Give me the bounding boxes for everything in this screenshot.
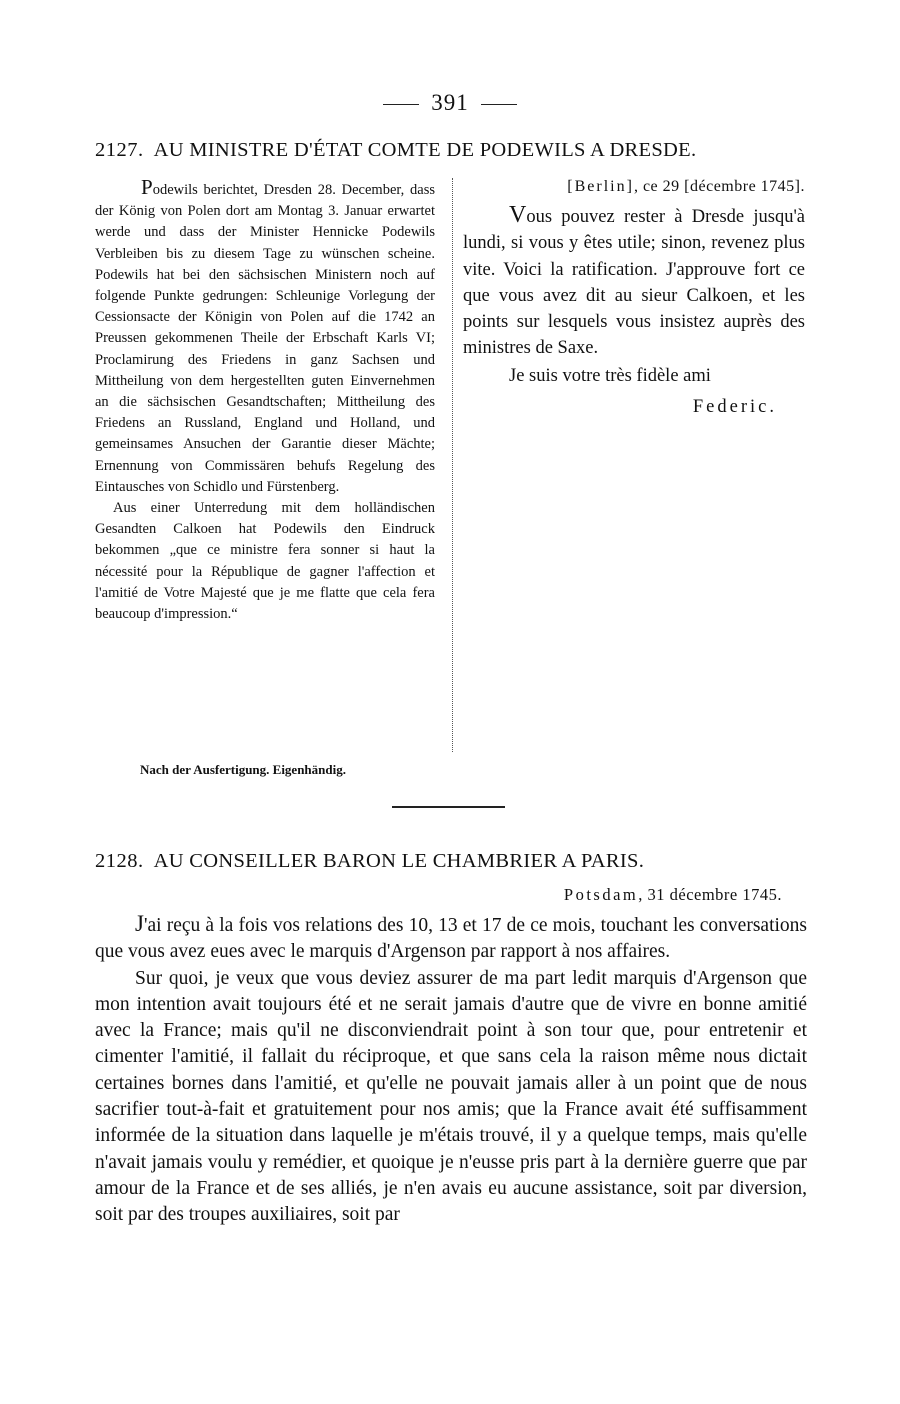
- column-divider: [452, 178, 453, 752]
- document-number: 2128.: [95, 850, 144, 872]
- page-number-dash-right: [481, 104, 517, 105]
- letter-paragraph-1: [95, 911, 807, 966]
- letter-2127: [463, 174, 805, 420]
- page-number: [0, 90, 900, 116]
- drop-initial: P: [141, 175, 153, 199]
- letter-closing: Je suis votre très fidèle ami: [509, 366, 711, 387]
- german-summary: [95, 177, 435, 625]
- drop-initial: V: [509, 202, 527, 229]
- letter-dateline: [463, 174, 805, 200]
- letter-body-text: ous pouvez rester à Dresde jusqu'à lundi, si vous y êtes utile; sinon, revenez plus vite. Voici la ratification. J'approuve fort ce que vous avez dit au sieur Calkoen, et les points sur lesquels vous insistez auprès des ministres de Saxe.: [463, 207, 805, 359]
- letter-2128: [95, 911, 807, 1229]
- drop-initial: J: [135, 911, 144, 936]
- page-number-dash-left: [383, 104, 419, 105]
- summary-paragraph-2: Aus einer Unterredung mit dem holländischen Gesandten Calkoen hat Podewils den Eindruck bekommen „que ce ministre fera sonner si haut la nécessité pour la République de gagner l'affection et l'amitié de Votre Majesté que je me flatte que cela fera beaucoup d'impression.“: [95, 500, 435, 623]
- letter-dateline: [564, 885, 782, 905]
- letter-paragraph-text: 'ai reçu à la fois vos relations des 10, 13 et 17 de ce mois, touchant les conversations que vous avez eues avec le marquis d'Argenson par rapport à nos affaires.: [95, 915, 807, 963]
- document-title: AU CONSEILLER BARON LE CHAMBRIER A PARIS.: [153, 850, 645, 872]
- date-place: Potsdam: [563, 885, 639, 904]
- summary-paragraph-1: [95, 177, 435, 498]
- date-text: , 31 décembre 1745.: [638, 885, 782, 904]
- page-number-text: 391: [431, 90, 469, 115]
- document-number: 2127.: [95, 139, 144, 161]
- document-heading-2127: [95, 139, 696, 162]
- source-note: Nach der Ausfertigung. Eigenhändig.: [140, 762, 346, 777]
- date-text: , ce 29 [décembre 1745].: [633, 178, 805, 195]
- document-title: AU MINISTRE D'ÉTAT COMTE DE PODEWILS A DRESDE.: [153, 139, 697, 161]
- summary-text: odewils berichtet, Dresden 28. December, dass der König von Polen dort am Montag 3. Januar erwartet werde und dass der Minister Hennicke Podewils Verbleiben bis zu diesem Tage zu wünschen scheine. Podewils hat bei den sächsischen Ministern noch auf folgende Punkte gedrungen: Schleunige Vorlegung der Cessionsacte der Königin von Polen auf die 1742 an Preussen gekommenen Theile der Erbschaft Karls VI; Proclamirung des Friedens in ganz Sachsen und Mittheilung von dem hergestellten guten Einvernehmen an die sächsischen Gesandtschaften; Mittheilung des Friedens an Russland, England und Holland, und gemeinsames Ansuchen der Garantie dieser Mächte; Ernennung von Commissären behufs Regelung des Eintausches von Schidlo und Fürstenberg.: [95, 182, 435, 495]
- letter-signature: Federic.: [692, 396, 777, 417]
- letter-body: [463, 202, 805, 361]
- section-separator: [392, 806, 505, 808]
- letter-paragraph-2: Sur quoi, je veux que vous deviez assurer de ma part ledit marquis d'Argenson que mon intention avait toujours été et ne serait jamais d'autre que de vivre en bonne amitié avec la France; mais qu'il ne disconviendrait point à son tour que, pour entretenir et cimenter l'amitié, il fallait du réciproque, et que sans cela la raison même nous dictait certaines bornes dans l'amitié, et qu'elle ne pouvait jamais aller à un point que de nous sacrifier tout-à-fait et gratuitement pour nos amis; que la France avait été suffisamment informée de la situation dans laquelle je m'étais trouvé, il y a quelque temps, mais qu'elle n'avait jamais voulu y remédier, et quoique je n'eusse pris part à la dernière guerre que par amour de la France et de ses alliés, je n'en avais eu aucune assistance, soit par diversion, soit par des troupes auxiliaires, soit par: [95, 967, 807, 1226]
- document-heading-2128: [95, 850, 644, 873]
- date-place: [Berlin]: [567, 178, 634, 195]
